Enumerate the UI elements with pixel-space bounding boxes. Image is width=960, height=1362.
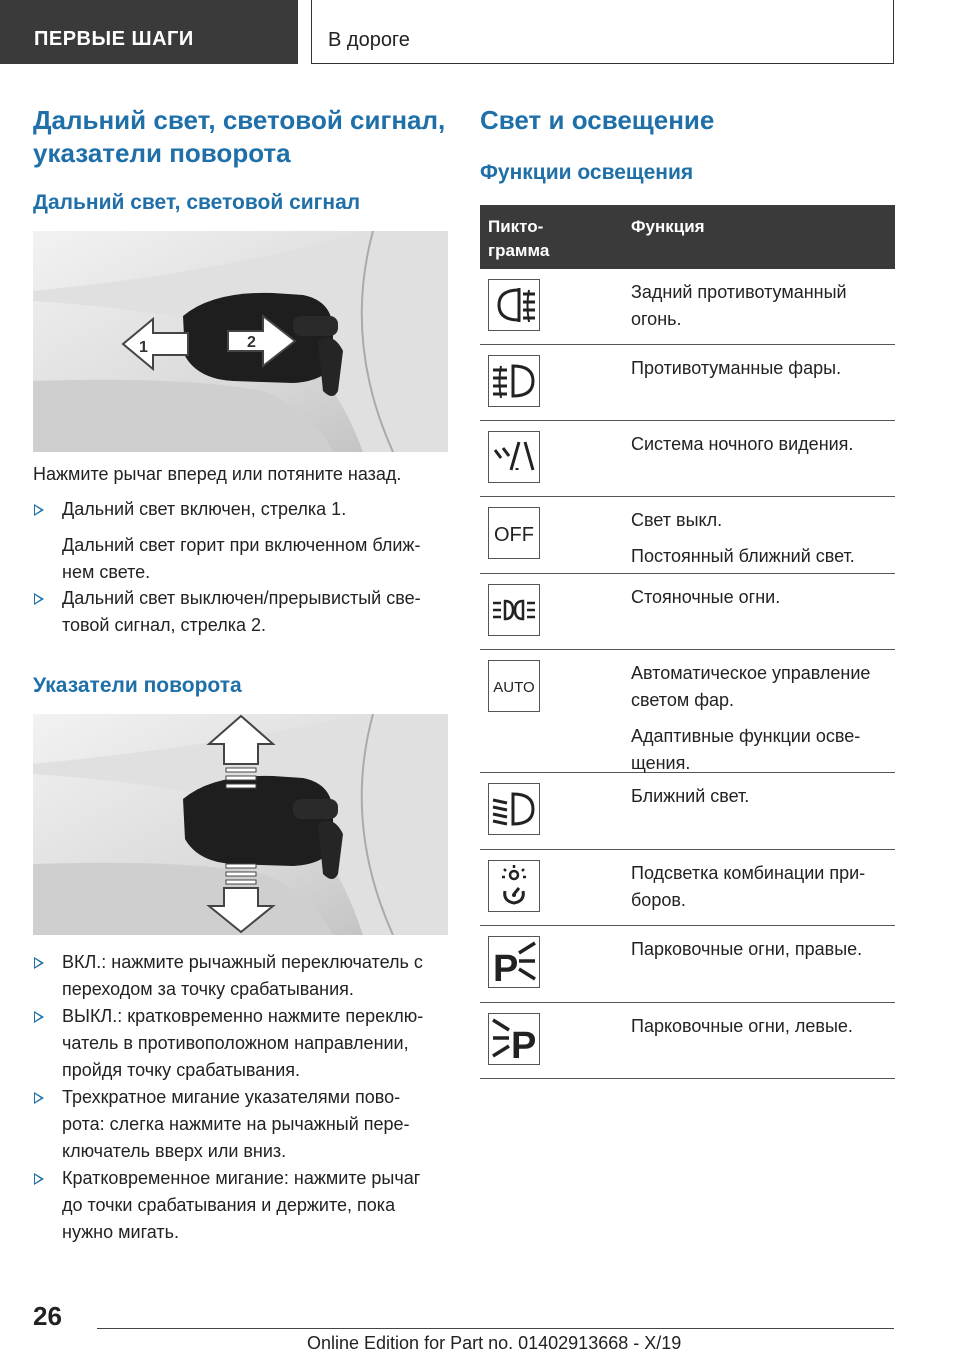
instrument-lighting-icon <box>488 860 540 912</box>
subsection-tab <box>311 0 894 64</box>
svg-text:AUTO: AUTO <box>493 679 535 696</box>
table-row: AUTO Автоматическое управление светом фар. Адаптивные функции осве- щения. <box>480 650 895 773</box>
heading-turn-signals: Указатели поворота <box>33 674 242 697</box>
lighting-table <box>480 205 895 1079</box>
table-header <box>480 205 895 269</box>
page-title: Дальний свет, световой сигнал, указатели поворота <box>33 105 446 168</box>
parking-light-left-icon <box>488 1013 540 1065</box>
arrow-label-2: 2 <box>247 334 256 351</box>
column-header-pictogram: Пикто- грамма <box>488 217 550 260</box>
table-row: OFF Свет выкл. Постоянный ближний свет. <box>480 497 895 574</box>
svg-text:P: P <box>493 948 519 987</box>
parking-lights-icon <box>488 584 540 636</box>
bullet-turn-on: ВКЛ.: нажмите рычажный переключатель с переходом за точку срабатывания. <box>34 949 449 1003</box>
section-tab <box>0 0 298 64</box>
intro-text: Нажмите рычаг вперед или потяните назад. <box>33 464 402 484</box>
bullet-short-flash: Кратковременное мигание: нажмите рычаг до точки срабатывания и держите, пока нужно мигать. <box>34 1165 449 1246</box>
bullet-arrow-icon <box>34 504 44 516</box>
bullet-high-beam-off: Дальний свет выключен/прерывистый све- товой сигнал, стрелка 2. <box>34 585 449 639</box>
table-row: Стояночные огни. <box>480 574 895 650</box>
front-fog-light-icon <box>488 355 540 407</box>
high-beam-illustration <box>33 231 448 452</box>
section-title: ПЕРВЫЕ ШАГИ <box>34 28 194 50</box>
auto-icon <box>488 660 540 712</box>
svg-text:P: P <box>511 1025 537 1064</box>
table-row: Подсветка комбинации при- боров. <box>480 850 895 926</box>
arrow-label-1: 1 <box>139 339 148 356</box>
edition-note: Online Edition for Part no. 01402913668 - X/19 <box>307 1333 682 1353</box>
subsection-title: В дороге <box>328 29 410 51</box>
bullet-arrow-icon <box>34 957 44 969</box>
off-icon <box>488 507 540 559</box>
night-vision-icon <box>488 431 540 483</box>
table-row: Ближний свет. <box>480 773 895 850</box>
table-row: P Парковочные огни, правые. <box>480 926 895 1003</box>
footer-divider <box>97 1328 894 1329</box>
bullet-arrow-icon <box>34 593 44 605</box>
table-row: P Парковочные огни, левые. <box>480 1003 895 1079</box>
page-number: 26 <box>33 1301 62 1331</box>
bullet-high-beam-on: Дальний свет включен, стрелка 1. Дальний свет горит при включенном ближ- нем свете. <box>34 496 449 577</box>
lighting-functions-heading: Функции освещения <box>480 161 694 184</box>
parking-light-right-icon <box>488 936 540 988</box>
bullet-turn-off: ВЫКЛ.: кратковременно нажмите переклю- чатель в противоположном направлении, пройдя точку срабатывания. <box>34 1003 449 1084</box>
table-row: Система ночного видения. <box>480 421 895 497</box>
table-row: Противотуманные фары. <box>480 345 895 421</box>
turn-signal-illustration <box>33 714 448 935</box>
bullet-arrow-icon <box>34 1092 44 1104</box>
heading-high-beam: Дальний свет, световой сигнал <box>33 191 361 214</box>
bullet-triple-flash: Трехкратное мигание указателями пово- рота: слегка нажмите на рычажный пере- ключатель вверх или вниз. <box>34 1084 449 1165</box>
bullet-arrow-icon <box>34 1011 44 1023</box>
column-header-function: Функция <box>631 217 705 236</box>
bullet-arrow-icon <box>34 1173 44 1185</box>
low-beam-icon <box>488 783 540 835</box>
svg-text:OFF: OFF <box>494 524 534 546</box>
lighting-title: Свет и освещение <box>480 105 715 135</box>
rear-fog-light-icon <box>488 279 540 331</box>
table-row: Задний противотуманный огонь. <box>480 269 895 345</box>
